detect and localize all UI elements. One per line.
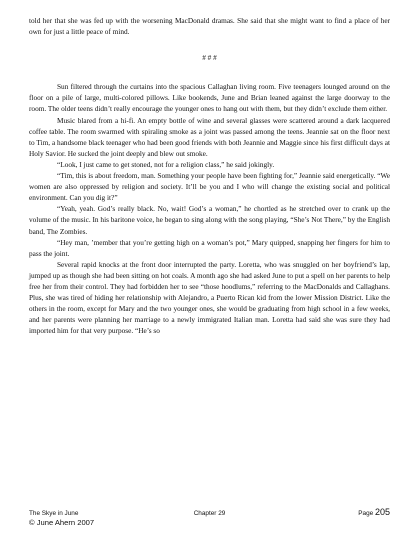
page-label: Page bbox=[358, 510, 374, 517]
paragraph: “Tim, this is about freedom, man. Something your people have been fighting for,” Jeannie said energetically. “We women are also oppressed by religion and society. It’ll be you and I who will change the existing social and political environment. Can you dig it?” bbox=[29, 171, 390, 203]
chapter-label: Chapter 29 bbox=[193, 510, 226, 517]
page-indicator bbox=[260, 507, 390, 517]
paragraph: Sun filtered through the curtains into the spacious Callaghan living room. Five teenagers lounged around on the floor on a pile of large, multi-colored pillows. Like bookends, June and Brian leaned against the large doorway to the room. The older teens didn’t really encourage the younger ones to hang out with them, but they didn’t exclude them either. bbox=[29, 82, 390, 114]
paragraph: told her that she was fed up with the worsening MacDonald dramas. She said that she might want to find a place of her own for just a little peace of mind. bbox=[29, 16, 390, 37]
paragraph: Music blared from a hi-fi. An empty bottle of wine and several glasses were scattered around a dark lacquered coffee table. The room swarmed with spiraling smoke as a joint was passed among the teens. Jeannie sat on the floor next to Tim, a handsome black teenager who had been good friends with both Jeannie and Maggie since his first difficult days at Holy Savior. He sucked the joint deeply and blew out smoke. bbox=[29, 115, 390, 158]
page-number: 205 bbox=[374, 507, 390, 517]
section-separator: # # # bbox=[202, 53, 217, 63]
page-footer bbox=[29, 507, 390, 527]
book-title: The Skye in June bbox=[29, 510, 79, 517]
copyright: © June Ahern 2007 bbox=[29, 518, 95, 527]
paragraph: Several rapid knocks at the front door interrupted the party. Loretta, who was snuggled on her boyfriend’s lap, jumped up as though she had been sitting on hot coals. A month ago she had asked June to put a spell on her parents to help free her from their control. They had forbidden her to see “those hoodlums,” referring to the MacDonalds and Callaghans. Plus, she was tired of hiding her relationship with Alejandro, a Puerto Rican kid from the lower Mission District. Like the others in the room, except for Mary and the two younger ones, she would be graduating from high school in a few weeks, and her parents were planning her marriage to a newly immigrated Italian man. Loretta had said she was sure they had imported him for that very purpose. “He’s so bbox=[29, 259, 390, 336]
paragraph: “Look, I just came to get stoned, not for a religion class,” he said jokingly. bbox=[57, 159, 275, 169]
paragraph: “Hey man, ’member that you’re getting high on a woman’s pot,” Mary quipped, snapping her fingers for him to pass the joint. bbox=[29, 237, 390, 258]
page-body bbox=[29, 15, 390, 336]
paragraph: “Yeah, yeah. God’s really black. No, wait! God’s a woman,” he chortled as he stretched over to crank up the volume of the music. In his baritone voice, he began to sing along with the song playing, “She’s Not There,” by the English band, The Zombies. bbox=[29, 204, 390, 236]
